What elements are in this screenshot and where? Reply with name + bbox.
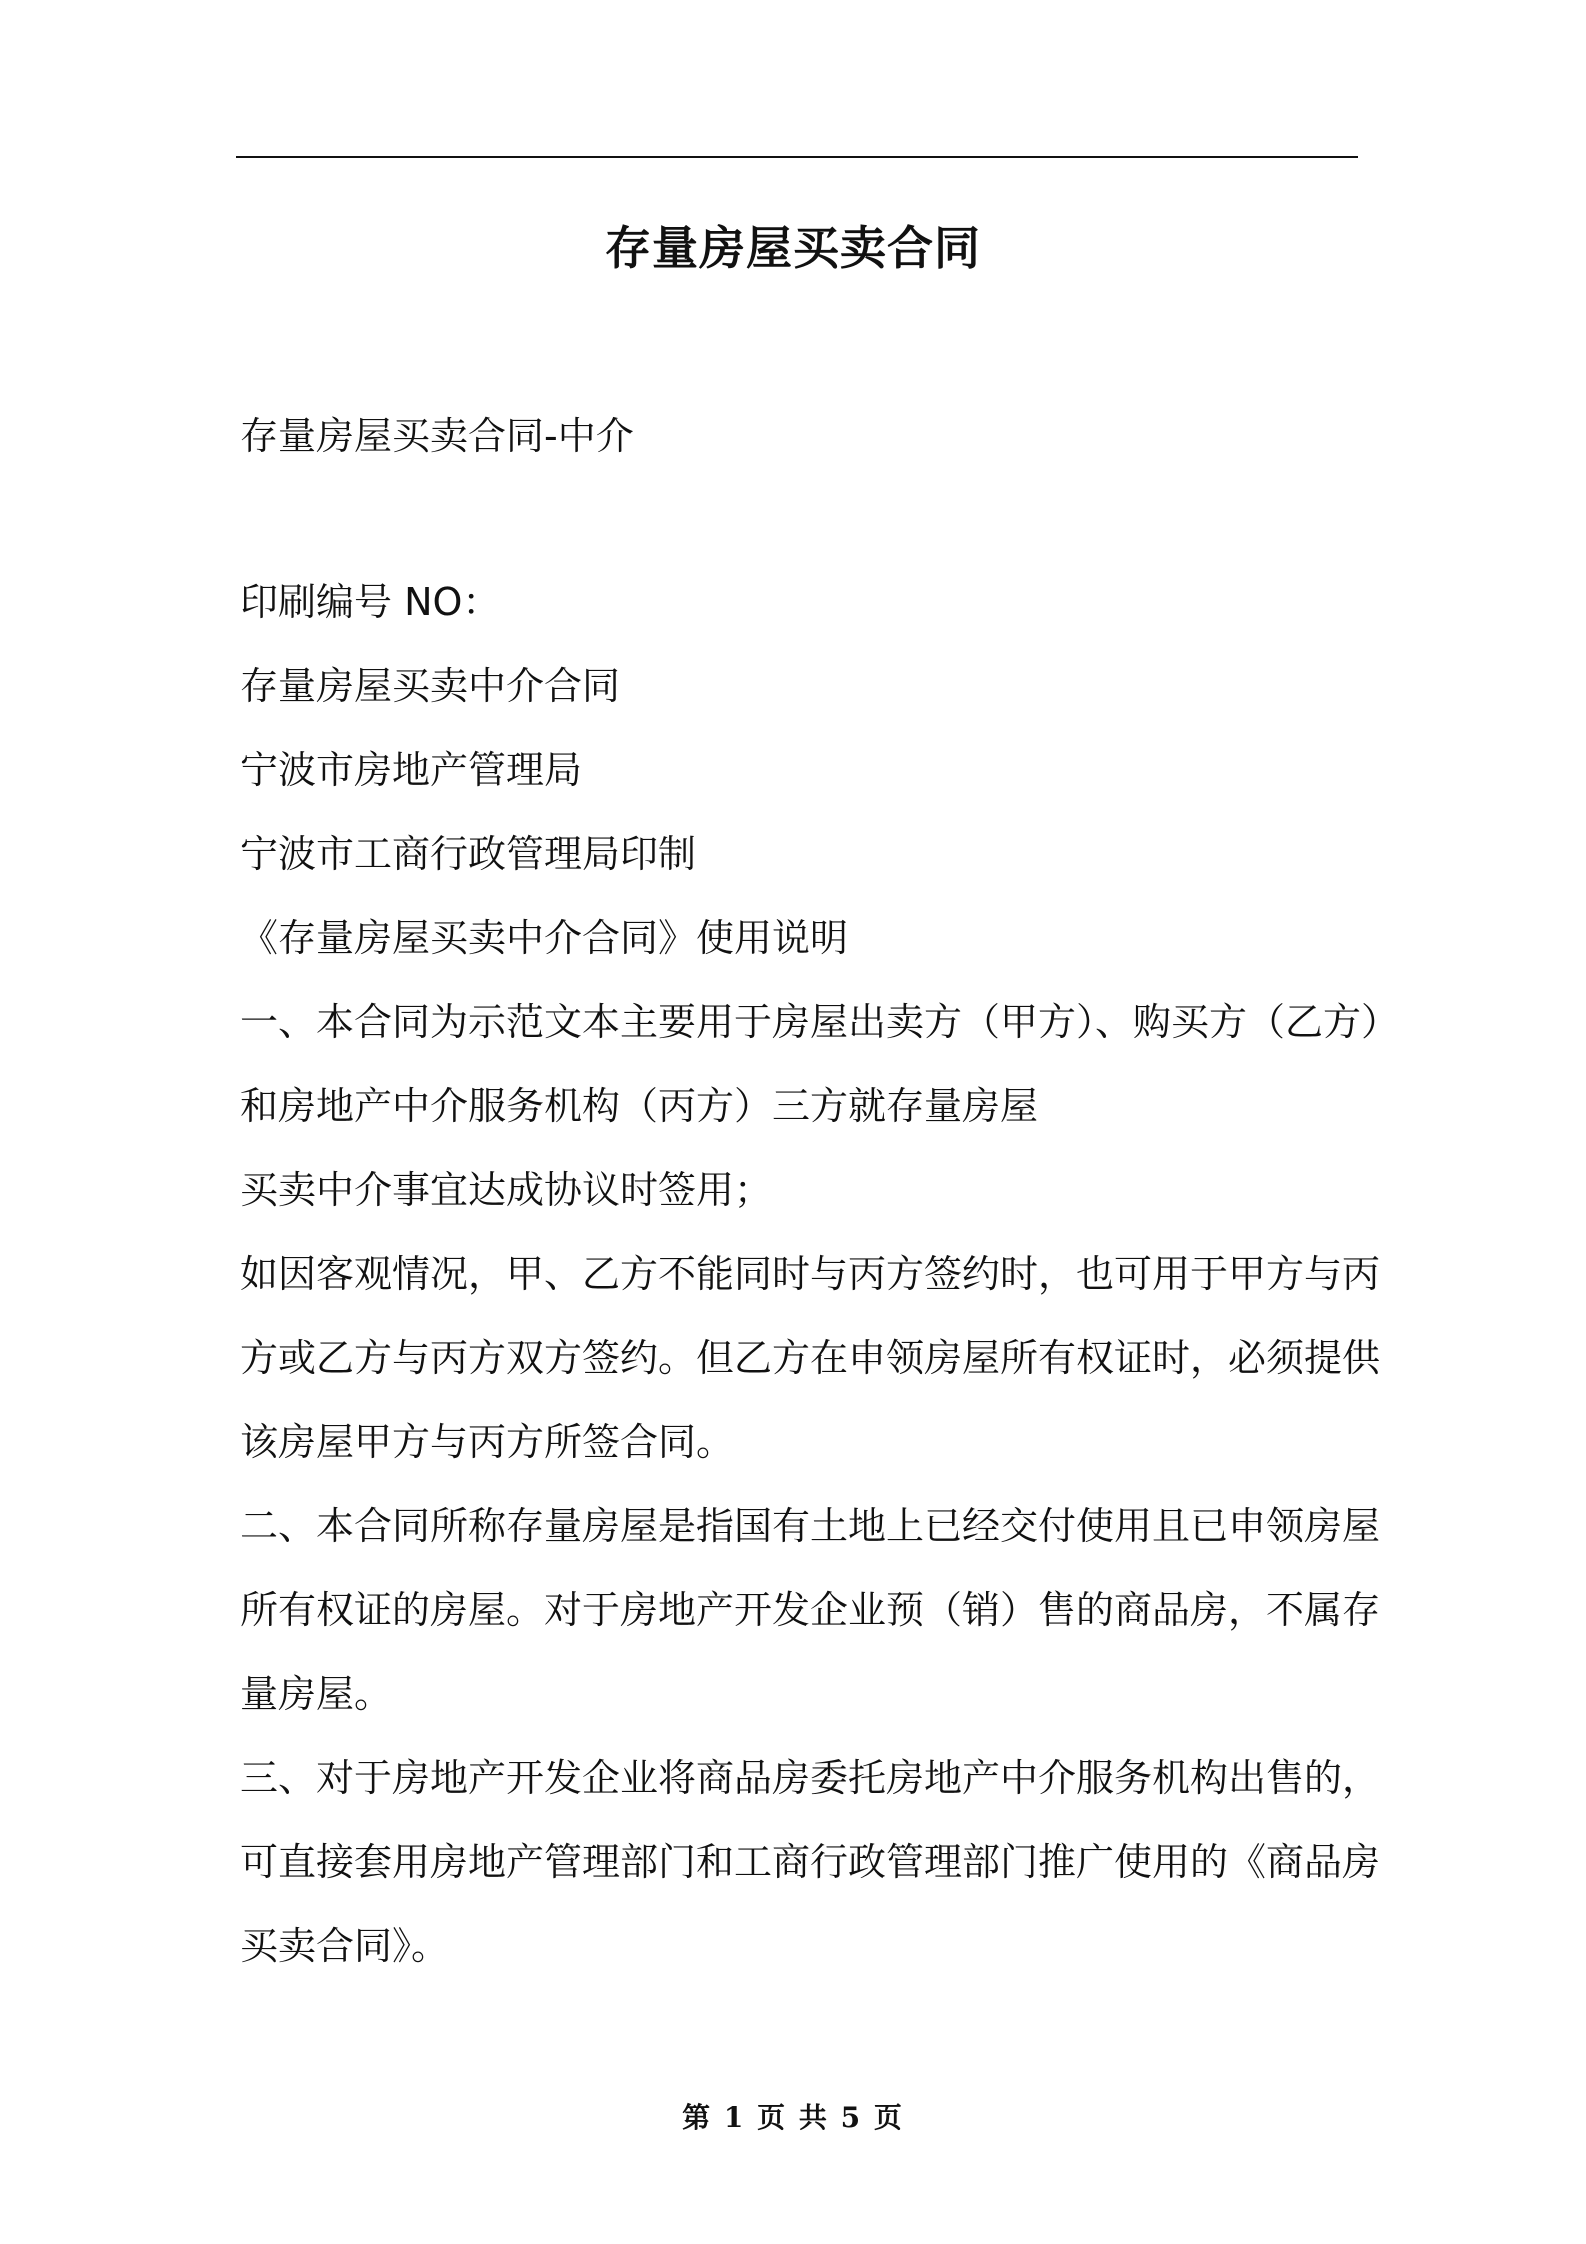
page-number-footer: 第 1 页 共 5 页 (682, 2101, 904, 2134)
issuer-line-1: 宁波市房地产管理局 (240, 748, 583, 792)
instructions-heading: 《存量房屋买卖中介合同》使用说明 (240, 916, 849, 960)
paragraph-line: 所有权证的房屋。对于房地产开发企业预（销）售的商品房，不属存 (240, 1588, 1381, 1632)
document-subtitle: 存量房屋买卖合同-中介 (240, 414, 634, 458)
paragraph-line: 量房屋。 (240, 1672, 393, 1716)
issuer-line-2: 宁波市工商行政管理局印制 (240, 832, 697, 876)
paragraph-line: 可直接套用房地产管理部门和工商行政管理部门推广使用的《商品房 (240, 1840, 1381, 1884)
paragraph-line: 买卖合同》。 (240, 1924, 450, 1968)
paragraph-line: 方或乙方与丙方双方签约。但乙方在申领房屋所有权证时，必须提供 (240, 1336, 1381, 1380)
paragraph-line: 三、对于房地产开发企业将商品房委托房地产中介服务机构出售的， (240, 1756, 1381, 1800)
paragraph-line: 一、本合同为示范文本主要用于房屋出卖方（甲方）、购买方（乙方） (240, 1000, 1400, 1044)
paragraph-line: 该房屋甲方与丙方所签合同。 (240, 1420, 735, 1464)
paragraph-line: 二、本合同所称存量房屋是指国有土地上已经交付使用且已申领房屋 (240, 1504, 1381, 1548)
print-number-line: 印刷编号 NO： (240, 580, 501, 624)
paragraph-line: 和房地产中介服务机构（丙方）三方就存量房屋 (240, 1084, 1039, 1128)
paragraph-line: 买卖中介事宜达成协议时签用； (240, 1168, 773, 1212)
header-rule (236, 156, 1358, 158)
document-title: 存量房屋买卖合同 (605, 221, 981, 275)
contract-name-line: 存量房屋买卖中介合同 (240, 664, 621, 708)
paragraph-line: 如因客观情况，甲、乙方不能同时与丙方签约时，也可用于甲方与丙 (240, 1252, 1381, 1296)
